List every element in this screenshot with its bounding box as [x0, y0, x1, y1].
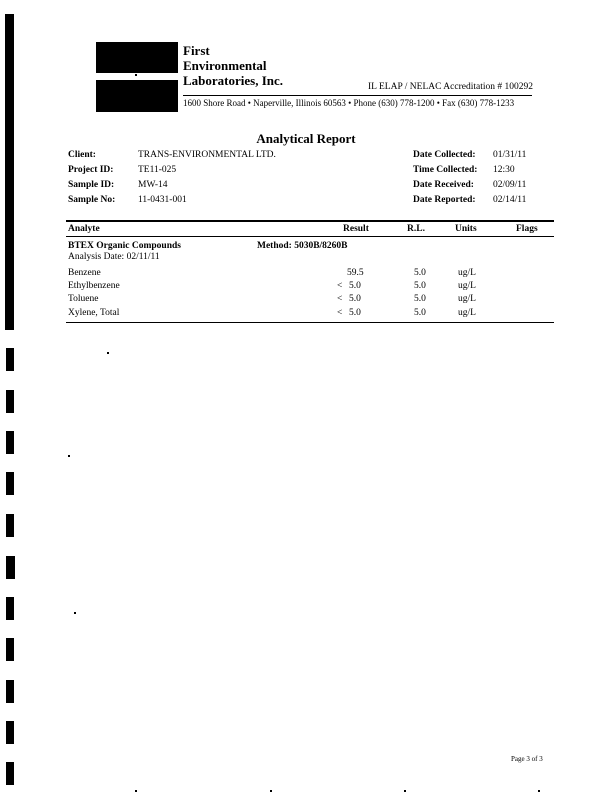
- date-received-label: Date Received:: [413, 180, 474, 190]
- time-collected-value: 12:30: [493, 165, 515, 175]
- scan-edge-mark: [6, 472, 14, 495]
- date-reported-value: 02/14/11: [493, 195, 527, 205]
- rl-value: 5.0: [414, 294, 426, 304]
- header-result: Result: [343, 224, 369, 234]
- time-collected-label: Time Collected:: [413, 165, 478, 175]
- units-value: ug/L: [458, 268, 476, 278]
- date-collected-value: 01/31/11: [493, 150, 527, 160]
- header-flags: Flags: [516, 224, 538, 234]
- accreditation-number: IL ELAP / NELAC Accreditation # 100292: [368, 82, 533, 92]
- scan-edge-mark: [6, 390, 14, 413]
- page-number: Page 3 of 3: [511, 755, 543, 763]
- scan-edge-bar: [5, 14, 14, 330]
- project-id-label: Project ID:: [68, 165, 114, 175]
- rl-value: 5.0: [414, 308, 426, 318]
- date-reported-label: Date Reported:: [413, 195, 476, 205]
- header-rl: R.L.: [407, 224, 425, 234]
- scan-speck: [68, 455, 70, 457]
- section-title: BTEX Organic Compounds: [68, 241, 181, 251]
- analyte-name: Benzene: [68, 268, 101, 278]
- scan-edge-mark: [6, 762, 14, 785]
- result-value: 5.0: [349, 281, 361, 291]
- result-value: 5.0: [349, 294, 361, 304]
- scan-edge-mark: [6, 721, 14, 744]
- project-id-value: TE11-025: [138, 165, 177, 175]
- result-qualifier: <: [337, 281, 343, 291]
- result-value: 59.5: [347, 268, 364, 278]
- company-name-line3: Laboratories, Inc.: [183, 73, 284, 88]
- scan-edge-mark: [6, 556, 15, 579]
- scan-edge-mark: [6, 638, 14, 661]
- rl-value: 5.0: [414, 281, 426, 291]
- client-label: Client:: [68, 150, 96, 160]
- scan-edge-mark: [6, 597, 14, 620]
- scan-speck: [538, 790, 540, 792]
- report-title: Analytical Report: [256, 131, 356, 146]
- scan-speck: [135, 790, 137, 792]
- scan-speck: [404, 790, 406, 792]
- analysis-date: Analysis Date: 02/11/11: [68, 252, 160, 262]
- header-divider: [183, 95, 532, 96]
- client-value: TRANS-ENVIRONMENTAL LTD.: [138, 150, 276, 160]
- table-bottom-rule: [66, 322, 554, 323]
- scan-edge-mark: [6, 348, 14, 371]
- rl-value: 5.0: [414, 268, 426, 278]
- units-value: ug/L: [458, 294, 476, 304]
- company-name-line1: First: [183, 43, 210, 58]
- company-name: [183, 43, 283, 88]
- scan-speck: [135, 74, 137, 76]
- analyte-name: Xylene, Total: [68, 308, 120, 318]
- result-qualifier: <: [337, 294, 343, 304]
- date-received-value: 02/09/11: [493, 180, 527, 190]
- company-address: 1600 Shore Road • Naperville, Illinois 60563 • Phone (630) 778-1200 • Fax (630) 778-1233: [183, 98, 515, 108]
- sample-id-value: MW-14: [138, 180, 168, 190]
- result-qualifier: <: [337, 308, 343, 318]
- scan-edge-mark: [6, 514, 14, 537]
- analyte-name: Ethylbenzene: [68, 281, 120, 291]
- scan-speck: [74, 612, 76, 614]
- date-collected-label: Date Collected:: [413, 150, 476, 160]
- sample-no-value: 11-0431-001: [138, 195, 187, 205]
- sample-no-label: Sample No:: [68, 195, 116, 205]
- method-label: Method: 5030B/8260B: [257, 241, 348, 251]
- scan-edge-mark: [6, 680, 14, 703]
- units-value: ug/L: [458, 281, 476, 291]
- analyte-name: Toluene: [68, 294, 99, 304]
- table-header-rule: [66, 236, 554, 237]
- company-name-line2: Environmental: [183, 58, 267, 73]
- scan-speck: [107, 352, 109, 354]
- header-analyte: Analyte: [68, 224, 100, 234]
- sample-id-label: Sample ID:: [68, 180, 115, 190]
- result-value: 5.0: [349, 308, 361, 318]
- table-top-rule: [66, 220, 554, 222]
- units-value: ug/L: [458, 308, 476, 318]
- header-units: Units: [455, 224, 477, 234]
- scan-speck: [270, 790, 272, 792]
- scan-edge-mark: [6, 431, 14, 454]
